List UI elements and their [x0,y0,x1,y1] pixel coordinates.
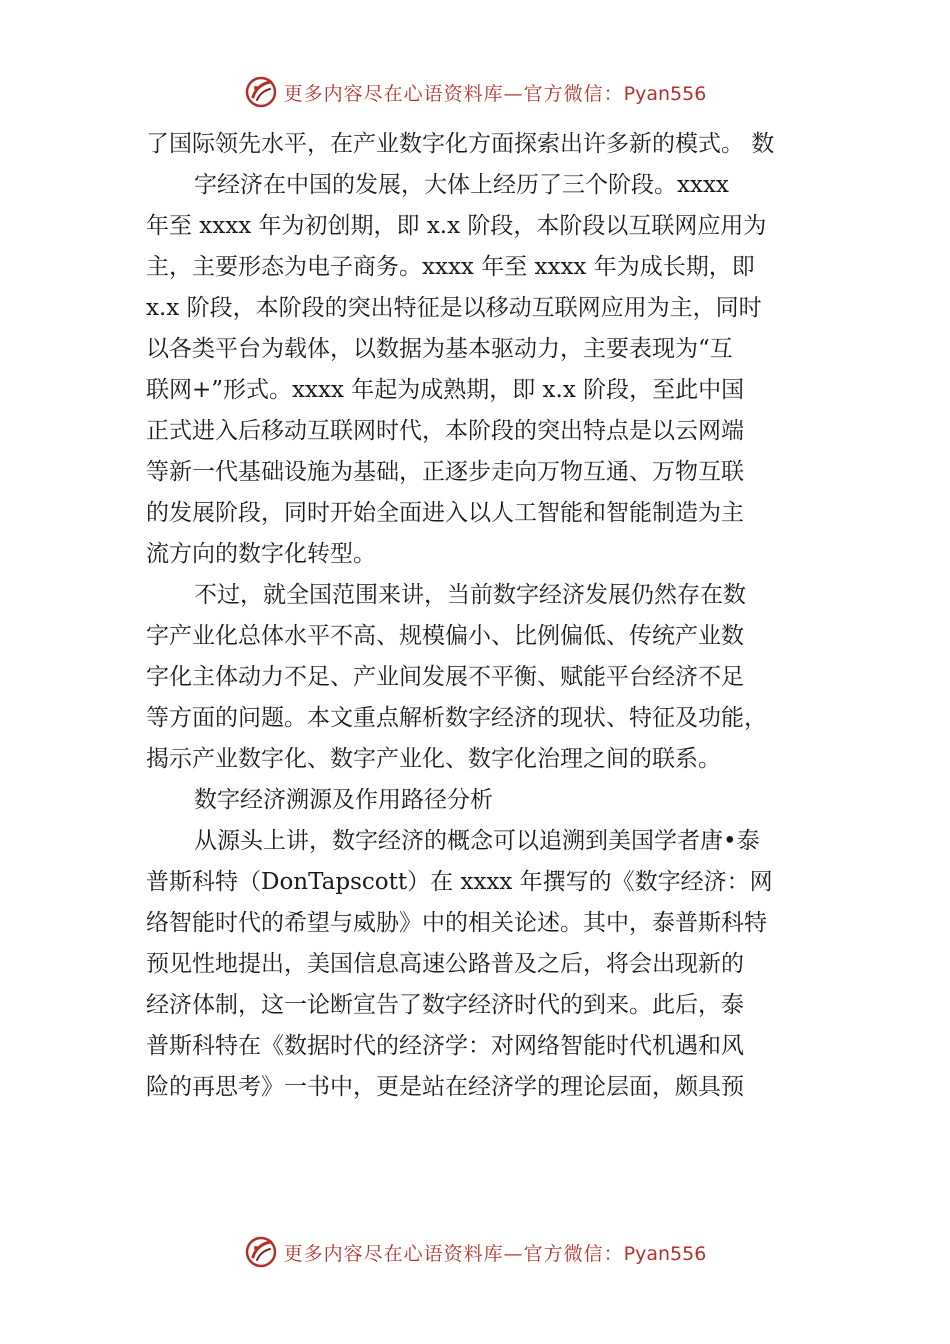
watermark-text [284,79,707,106]
text-line: 流方向的数字化转型。 [146,541,376,567]
text-line: 络智能时代的希望与威胁》中的相关论述。其中，泰普斯科特 [146,910,767,936]
text-line: 主，主要形态为电子商务。xxxx 年至 xxxx 年为成长期，即 [146,254,755,280]
watermark-header [0,72,950,112]
text-line: 的发展阶段，同时开始全面进入以人工智能和智能制造为主 [146,500,744,526]
text-line: 字经济在中国的发展，大体上经历了三个阶段。xxxx [194,172,729,198]
text-line: 正式进入后移动互联网时代，本阶段的突出特点是以云网端 [146,418,744,444]
text-line: 预见性地提出，美国信息高速公路普及之后，将会出现新的 [146,951,744,977]
text-line: 了国际领先水平，在产业数字化方面探索出许多新的模式。 数 [146,131,775,157]
text-line: 联网+”形式。xxxx 年起为成熟期，即 x.x 阶段，至此中国 [146,377,745,403]
watermark-slogan: 更多内容尽在心语资料库—官方微信： [283,1242,624,1265]
brand-logo-icon [244,75,278,109]
text-line: 不过，就全国范围来讲，当前数字经济发展仍然存在数 [194,582,746,608]
watermark-text [284,1239,707,1266]
text-line: 经济体制，这一论断宣告了数字经济时代的到来。此后，泰 [146,992,744,1018]
text-line: 以各类平台为载体，以数据为基本驱动力，主要表现为“互 [146,336,733,362]
text-line: 字化主体动力不足、产业间发展不平衡、赋能平台经济不足 [146,664,744,690]
watermark-slogan: 更多内容尽在心语资料库—官方微信： [283,82,624,105]
text-line: 等新一代基础设施为基础，正逐步走向万物互通、万物互联 [146,459,744,485]
text-line: 数字经济溯源及作用路径分析 [194,787,493,813]
text-line: x.x 阶段，本阶段的突出特征是以移动互联网应用为主，同时 [146,295,762,321]
brand-logo-icon [244,1235,278,1269]
watermark-wechat-id: Pyan556 [623,1242,707,1265]
text-line: 险的再思考》一书中，更是站在经济学的理论层面，颇具预 [146,1074,744,1100]
text-line: 揭示产业数字化、数字产业化、数字化治理之间的联系。 [146,746,721,772]
watermark-wechat-id: Pyan556 [623,82,707,105]
text-line: 等方面的问题。本文重点解析数字经济的现状、特征及功能， [146,705,767,731]
text-line: 普斯科特（DonTapscott）在 xxxx 年撰写的《数字经济：网 [146,869,773,895]
text-line: 从源头上讲，数字经济的概念可以追溯到美国学者唐•泰 [194,828,760,854]
text-line: 字产业化总体水平不高、规模偏小、比例偏低、传统产业数 [146,623,744,649]
text-line: 年至 xxxx 年为初创期，即 x.x 阶段，本阶段以互联网应用为 [146,213,767,239]
text-line: 普斯科特在《数据时代的经济学：对网络智能时代机遇和风 [146,1033,744,1059]
document-body [146,124,826,1108]
watermark-footer [0,1232,950,1272]
